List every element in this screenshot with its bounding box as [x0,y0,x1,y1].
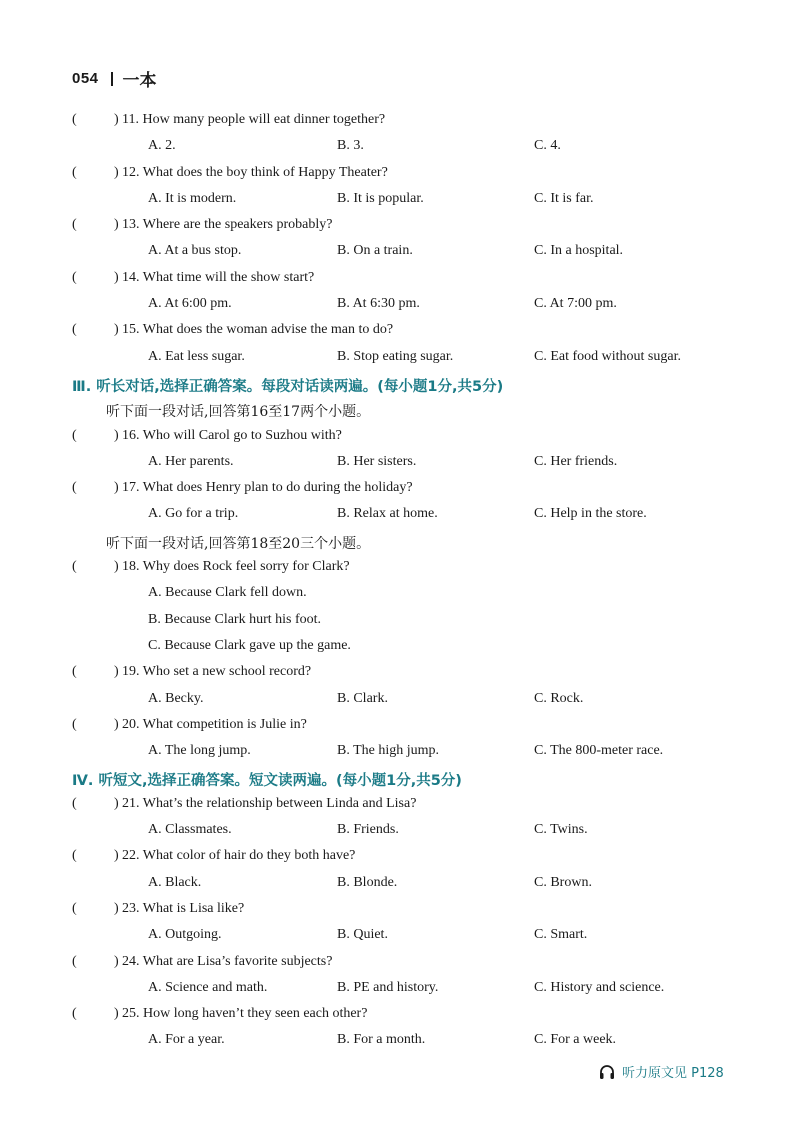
option-c[interactable]: C. In a hospital. [534,243,624,259]
option-c[interactable]: C. Twins. [534,822,588,838]
question-16: ( ) 16. Who will Carol go to Suzhou with? A. Her parents. B. Her sisters. C. Her friends. [72,427,618,469]
option-c[interactable]: C. 4. [534,138,561,154]
option-a[interactable]: A. At 6:00 pm. [148,296,232,312]
option-c[interactable]: C. Eat food without sugar. [534,348,681,364]
option-b[interactable]: B. Blonde. [337,874,398,890]
question-stem: What’s the relationship between Linda and Lisa? [142,795,417,811]
question-stem: What color of hair do they both have? [142,848,356,864]
option-b[interactable]: B. The high jump. [337,743,440,759]
question-stem: What is Lisa like? [142,900,245,916]
question-number: 11 [122,112,136,127]
question-number: 16 [122,427,136,443]
option-a[interactable]: A. For a year. [148,1032,225,1048]
option-a[interactable]: A. Becky. [148,690,204,706]
question-number: 18 [122,559,136,575]
dialogue-2-intro: 听下面一段对话,回答第18至20三个小题。 [106,535,371,552]
option-b[interactable]: B. Stop eating sugar. [337,348,454,364]
question-number: 24 [122,953,136,969]
question-number: 12 [122,164,136,180]
question-stem: What does the woman advise the man to do? [142,322,394,338]
answer-blank-open[interactable]: ( [72,559,77,575]
option-b[interactable]: B. Her sisters. [337,453,417,469]
option-a[interactable]: A. Eat less sugar. [148,348,245,364]
answer-blank-open[interactable]: ( [72,953,77,969]
question-17: ( ) 17. What does Henry plan to do during the holiday? A. Go for a trip. B. Relax at home. C. Help in the store. [72,480,647,522]
option-a[interactable]: A. Go for a trip. [148,506,239,522]
question-number: 25 [122,1006,136,1022]
page-number: 054 [72,70,99,87]
question-14: ( ) 14. What time will the show start? A. At 6:00 pm. B. At 6:30 pm. C. At 7:00 pm. [72,269,617,312]
option-a[interactable]: A. The long jump. [148,743,251,759]
option-c[interactable]: C. For a week. [534,1032,617,1048]
question-number: 13 [122,217,136,233]
dialogue-1-intro: 听下面一段对话,回答第16至17两个小题。 [106,404,371,421]
question-number: 23 [122,900,136,916]
answer-blank-close: ) [114,427,119,443]
option-b[interactable]: B. PE and history. [337,979,439,995]
question-stem: Who set a new school record? [142,664,312,680]
option-b[interactable]: B. For a month. [337,1032,426,1048]
option-c[interactable]: C. Her friends. [534,453,618,469]
option-c[interactable]: C. The 800-meter race. [534,743,664,759]
answer-blank-open[interactable]: ( [72,269,77,285]
option-c[interactable]: C. Because Clark gave up the game. [148,637,351,653]
section-3-title: Ⅲ. 听长对话,选择正确答案。每段对话读两遍。(每小题1分,共5分) [72,378,504,395]
option-a[interactable]: A. At a bus stop. [148,243,242,259]
question-13: ( ) 13. Where are the speakers probably? A. At a bus stop. B. On a train. C. In a hospital. [72,217,624,259]
question-11: ( ) 11. How many people will eat dinner together? A. 2. B. 3. C. 4. [72,112,561,154]
option-a[interactable]: A. Outgoing. [148,927,222,943]
answer-blank-close: ) [114,559,119,575]
question-21: ( ) 21. What’s the relationship between Linda and Lisa? A. Classmates. B. Friends. C. Twins. [72,795,588,838]
option-c[interactable]: C. History and science. [534,979,665,995]
answer-blank-open[interactable]: ( [72,480,77,496]
answer-blank-close: ) [114,322,119,338]
option-b[interactable]: B. Clark. [337,690,388,706]
question-number: 17 [122,480,136,496]
answer-blank-close: ) [114,953,119,969]
question-number: 21 [122,795,136,811]
answer-blank-open[interactable]: ( [72,427,77,443]
question-19: ( ) 19. Who set a new school record? A. Becky. B. Clark. C. Rock. [72,664,584,706]
answer-blank-close: ) [114,1006,119,1022]
transcript-reference-text: 听力原文见 P128 [622,1066,724,1081]
option-b[interactable]: B. Relax at home. [337,506,438,522]
option-c[interactable]: C. Rock. [534,690,584,706]
answer-blank-open[interactable]: ( [72,112,77,127]
answer-blank-close: ) [114,269,119,285]
option-c[interactable]: C. Smart. [534,927,588,943]
answer-blank-close: ) [114,848,119,864]
answer-blank-close: ) [114,164,119,180]
question-stem: Who will Carol go to Suzhou with? [142,427,342,443]
option-b[interactable]: B. It is popular. [337,190,424,206]
question-18: ( ) 18. Why does Rock feel sorry for Clark? A. Because Clark fell down. B. Because Clark hurt his foot. C. Because Clark gave up the game. [72,559,351,653]
option-c[interactable]: C. It is far. [534,190,594,206]
question-stem: How many people will eat dinner together? [142,112,386,127]
option-a[interactable]: A. Black. [148,874,202,890]
option-c[interactable]: C. Help in the store. [534,506,647,522]
option-c[interactable]: C. Brown. [534,874,592,890]
question-stem: What time will the show start? [142,269,315,285]
question-15: ( ) 15. What does the woman advise the man to do? A. Eat less sugar. B. Stop eating sugar. C. Eat food without sugar. [72,322,681,364]
option-b[interactable]: B. Because Clark hurt his foot. [148,611,322,627]
answer-blank-close: ) [114,480,119,496]
question-stem: What competition is Julie in? [142,716,307,732]
question-24: ( ) 24. What are Lisa’s favorite subjects? A. Science and math. B. PE and history. C. History and science. [72,953,665,995]
answer-blank-close: ) [114,795,119,811]
question-number: 19 [122,664,136,680]
answer-blank-open[interactable]: ( [72,848,77,864]
question-23: ( ) 23. What is Lisa like? A. Outgoing. B. Quiet. C. Smart. [72,900,588,943]
option-a[interactable]: A. Her parents. [148,453,234,469]
answer-blank-close: ) [114,716,119,732]
answer-blank-close: ) [114,900,119,916]
option-a[interactable]: A. Science and math. [148,979,268,995]
question-number: 20 [122,716,136,732]
question-number: 22 [122,848,136,864]
answer-blank-open[interactable]: ( [72,795,77,811]
transcript-reference[interactable] [598,1062,724,1081]
section-4-title: Ⅳ. 听短文,选择正确答案。短文读两遍。(每小题1分,共5分) [72,773,462,790]
page-header [72,66,157,91]
option-b[interactable]: B. At 6:30 pm. [337,296,420,312]
answer-blank-open[interactable]: ( [72,716,77,732]
brand-logo-text: 一本 [122,71,157,91]
question-12: ( ) 12. What does the boy think of Happy Theater? A. It is modern. B. It is popular. C. It is far. [72,164,594,206]
option-b[interactable]: B. 3. [337,138,364,154]
question-20: ( ) 20. What competition is Julie in? A. The long jump. B. The high jump. C. The 800-meter race. [72,716,664,759]
answer-blank-open[interactable]: ( [72,900,77,916]
headphones-icon [598,1063,616,1081]
answer-blank-close: ) [114,112,119,127]
option-a[interactable]: A. 2. [148,138,176,154]
question-22: ( ) 22. What color of hair do they both have? A. Black. B. Blonde. C. Brown. [72,848,592,890]
header-divider [111,72,113,86]
answer-blank-open[interactable]: ( [72,1006,77,1022]
option-a[interactable]: A. Because Clark fell down. [148,585,307,601]
question-stem: What does the boy think of Happy Theater? [142,164,388,180]
option-b[interactable]: B. Quiet. [337,927,388,943]
answer-blank-open[interactable]: ( [72,217,77,233]
answer-blank-open[interactable]: ( [72,322,77,338]
question-25: ( ) 25. How long haven’t they seen each other? A. For a year. B. For a month. C. For a week. [72,1006,617,1048]
option-b[interactable]: B. On a train. [337,243,413,259]
answer-blank-open[interactable]: ( [72,164,77,180]
answer-blank-close: ) [114,664,119,680]
question-list [72,108,752,1055]
question-stem: Why does Rock feel sorry for Clark? [142,559,350,575]
answer-blank-open[interactable]: ( [72,664,77,680]
answer-blank-close: ) [114,217,119,233]
option-a[interactable]: A. It is modern. [148,190,237,206]
question-stem: What does Henry plan to do during the holiday? [142,480,413,496]
question-number: 15 [122,322,136,338]
question-stem: How long haven’t they seen each other? [143,1006,368,1022]
question-stem: What are Lisa’s favorite subjects? [142,953,333,969]
option-b[interactable]: B. Friends. [337,822,399,838]
question-stem: Where are the speakers probably? [142,217,333,233]
option-c[interactable]: C. At 7:00 pm. [534,296,617,312]
option-a[interactable]: A. Classmates. [148,822,232,838]
question-number: 14 [122,269,136,285]
